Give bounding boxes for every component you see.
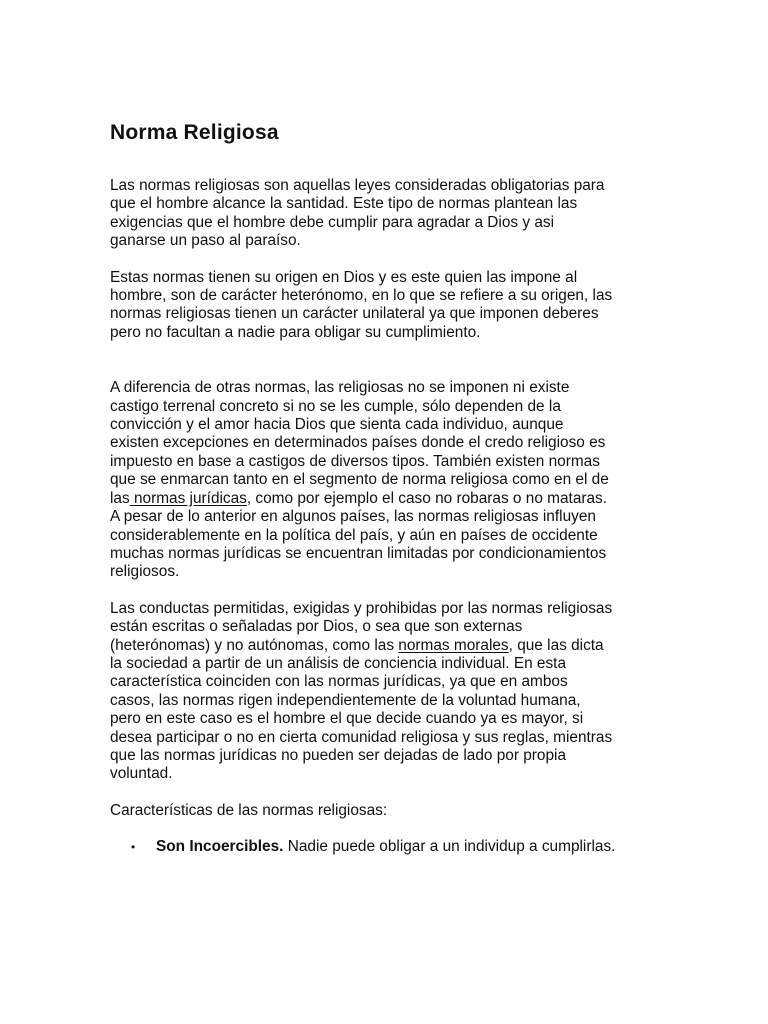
paragraph-4-link-prefix: (heterónomas) y no autónomas, como las [110, 636, 399, 654]
bullet-icon: • [131, 840, 136, 855]
paragraph-3-line-10: muchas normas jurídicas se encuentran limitadas por condicionamientos [110, 544, 607, 562]
paragraph-3-link-prefix: las [110, 489, 130, 507]
characteristics-heading: Características de las normas religiosas: [110, 801, 388, 819]
paragraph-3-line-11: religiosos. [110, 563, 180, 581]
paragraph-3-line-9: considerablemente en la política del país, y aún en países de occidente [110, 526, 598, 544]
paragraph-3-line-7 [110, 490, 662, 508]
paragraph-4 [110, 600, 662, 784]
document-title: Norma Religiosa [110, 121, 279, 144]
paragraph-1 [110, 177, 662, 251]
document-page [110, 118, 662, 857]
normas-juridicas-link[interactable]: normas jurídicas [129, 489, 247, 507]
paragraph-4-line-8: desea participar o no en cierta comunidad religiosa y sus reglas, mientras [110, 728, 613, 746]
paragraph-4-line-5: característica coinciden con las normas jurídicas, ya que en ambos [110, 673, 568, 691]
list-item-text: Nadie puede obligar a un individup a cumplirlas. [283, 838, 616, 856]
paragraph-4-link-suffix: , que las dicta [508, 636, 604, 654]
paragraph-1-line-2: que el hombre alcance la santidad. Este tipo de normas plantean las [110, 195, 578, 213]
paragraph-1-line-4: ganarse un paso al paraíso. [110, 232, 301, 250]
paragraph-3-line-4: existen excepciones en determinados países donde el credo religioso es [110, 434, 606, 452]
paragraph-2-line-4: pero no facultan a nadie para obligar su cumplimiento. [110, 323, 481, 341]
paragraph-2-line-3: normas religiosas tienen un carácter unilateral ya que imponen deberes [110, 305, 599, 323]
paragraph-3-link-suffix: , como por ejemplo el caso no robaras o no mataras. [246, 489, 608, 507]
list-item-bold-label: Son Incoercibles. [156, 838, 284, 856]
characteristics-list [110, 838, 662, 856]
paragraph-4-line-4: la sociedad a partir de un análisis de conciencia individual. En esta [110, 654, 567, 672]
paragraph-4-line-1: Las conductas permitidas, exigidas y prohibidas por las normas religiosas [110, 599, 613, 617]
paragraph-1-line-3: exigencias que el hombre debe cumplir para agradar a Dios y asi [110, 213, 555, 231]
paragraph-3 [110, 379, 662, 581]
paragraph-3-line-8: A pesar de lo anterior en algunos países, las normas religiosas influyen [110, 508, 596, 526]
paragraph-1-line-1: Las normas religiosas son aquellas leyes consideradas obligatorias para [110, 177, 605, 194]
paragraph-3-line-5: impuesto en base a castigos de diversos tipos. También existen normas [110, 452, 600, 470]
paragraph-3-line-6: que se enmarcan tanto en el segmento de norma religiosa como en el de [110, 471, 609, 489]
paragraph-2-line-1: Estas normas tienen su origen en Dios y es este quien las impone al [110, 268, 578, 286]
normas-morales-link[interactable]: normas morales [398, 636, 509, 654]
paragraph-3-line-1: A diferencia de otras normas, las religiosas no se imponen ni existe [110, 379, 570, 397]
paragraph-3-line-2: castigo terrenal concreto si no se les cumple, sólo dependen de la [110, 397, 561, 415]
paragraph-4-line-6: casos, las normas rigen independientemente de la voluntad humana, [110, 691, 581, 709]
list-item [110, 838, 662, 856]
paragraph-2 [110, 269, 662, 343]
paragraph-3-line-3: convicción y el amor hacia Dios que sienta cada individuo, aunque [110, 416, 564, 434]
paragraph-4-line-10: voluntad. [110, 765, 173, 783]
paragraph-2-line-2: hombre, son de carácter heterónomo, en lo que se refiere a su origen, las [110, 287, 613, 305]
paragraph-4-line-9: que las normas jurídicas no pueden ser dejadas de lado por propia [110, 746, 567, 764]
paragraph-4-line-7: pero en este caso es el hombre el que decide cuando ya es mayor, si [110, 710, 584, 728]
paragraph-4-line-3 [110, 637, 662, 655]
paragraph-4-line-2: están escritas o señaladas por Dios, o sea que son externas [110, 618, 523, 636]
